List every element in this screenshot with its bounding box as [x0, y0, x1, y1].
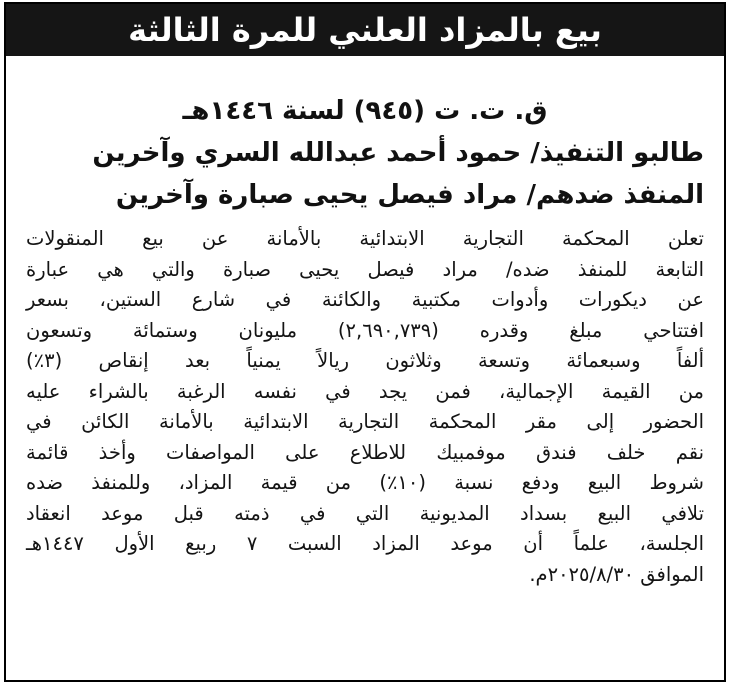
body-line: ألفاً وسبعمائة وتسعة وثلاثون ريالاً يمنياً بعد إنقاص (٣٪): [26, 349, 704, 372]
body-line: الموافق ٢٠٢٥/٨/٣٠م.: [529, 562, 704, 586]
body-line: من القيمة الإجمالية، فمن يجد في نفسه الرغبة بالشراء عليه: [26, 379, 704, 403]
notice-headings: [6, 56, 724, 216]
banner-title: بيع بالمزاد العلني للمرة الثالثة: [128, 11, 602, 49]
applicants-line: طالبو التنفيذ/ حمود أحمد عبدالله السري وآخرين: [92, 138, 704, 168]
body-line: افتتاحي مبلغ وقدره (٢,٦٩٠,٧٣٩) مليونان وستمائة وتسعون: [26, 318, 705, 342]
notice-body: [6, 216, 724, 590]
notice-banner: [6, 4, 724, 56]
respondents-line: المنفذ ضدهم/ مراد فيصل يحيى صبارة وآخرين: [115, 180, 704, 210]
body-line: شروط البيع ودفع نسبة (١٠٪) من قيمة المزاد، وللمنفذ ضده: [26, 471, 704, 494]
body-line: تعلن المحكمة التجارية الابتدائية بالأمانة عن بيع المنقولات: [26, 227, 704, 250]
auction-notice: [4, 2, 726, 682]
body-line: الحضور إلى مقر المحكمة التجارية الابتدائية بالأمانة الكائن في: [26, 410, 704, 433]
body-line: التابعة للمنفذ ضده/ مراد فيصل يحيى صبارة والتي هي عبارة: [26, 257, 704, 281]
body-line: تلافي البيع بسداد المديونية التي في ذمته قبل موعد انعقاد: [26, 501, 704, 525]
body-line: عن ديكورات وأدوات مكتبية والكائنة في شارع الستين، بسعر: [26, 288, 704, 311]
body-line: الجلسة، علماً أن موعد المزاد السبت ٧ ربيع الأول ١٤٤٧هـ: [26, 532, 704, 555]
case-number: ق. ت. ت (٩٤٥) لسنة ١٤٤٦هـ: [182, 96, 548, 126]
body-line: نقم خلف فندق موفمبيك للاطلاع على المواصفات وأخذ قائمة: [26, 440, 704, 464]
